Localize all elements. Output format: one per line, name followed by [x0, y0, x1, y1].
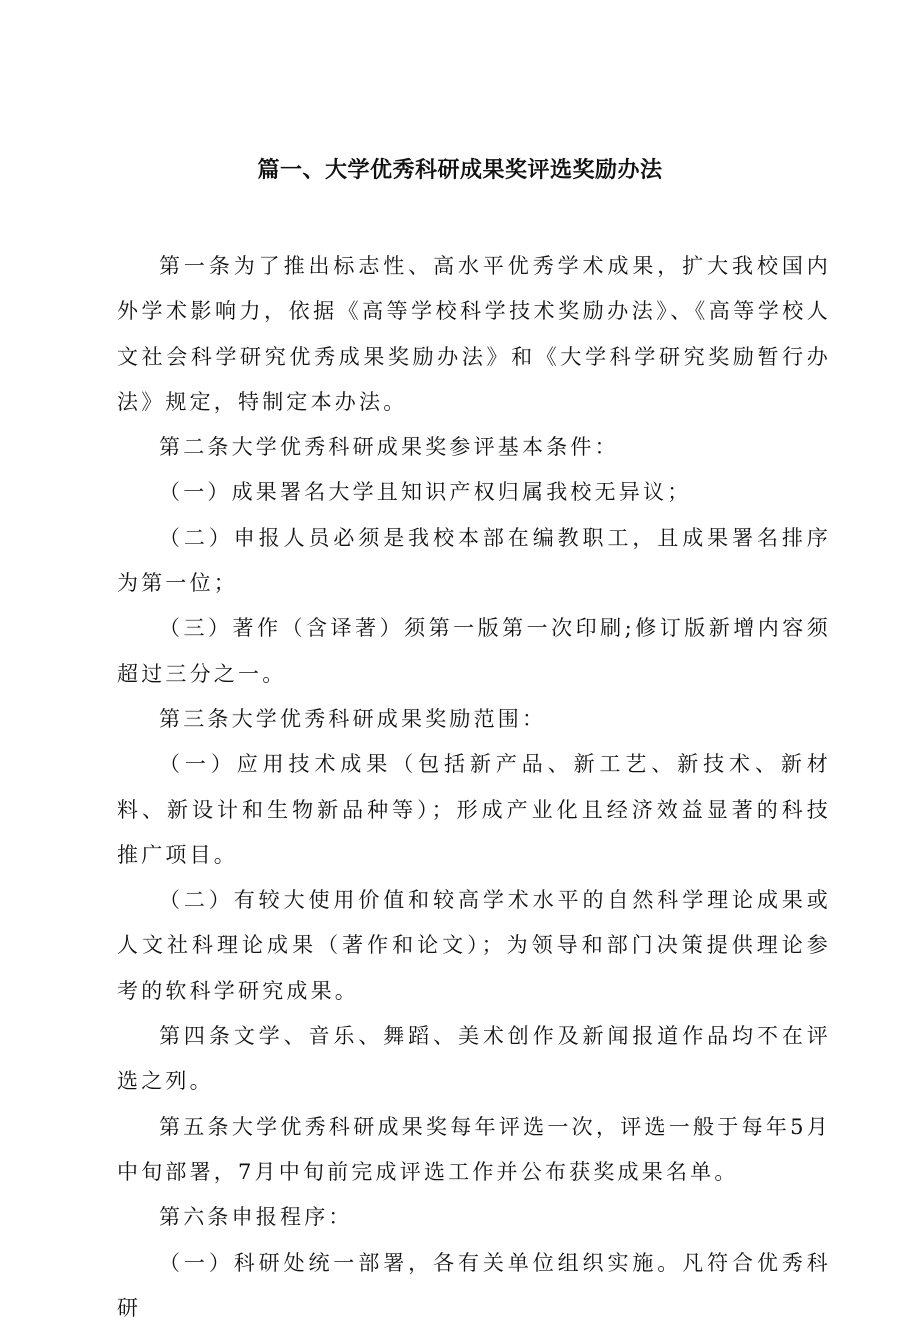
document-title: 篇一、大学优秀科研成果奖评选奖励办法 — [257, 158, 663, 183]
article-4-paragraph: 第四条文学、音乐、舞蹈、美术创作及新闻报道作品均不在评选之列。 — [117, 1024, 831, 1094]
article-3-item-2: （二）有较大使用价值和较高学术水平的自然科学理论成果或人文社科理论成果（著作和论文）；为领导和部门决策提供理论参考的软科学研究成果。 — [117, 888, 831, 1003]
article-3-paragraph: 第三条大学优秀科研成果奖励范围： — [159, 706, 547, 731]
article-2-paragraph: 第二条大学优秀科研成果奖参评基本条件： — [159, 435, 619, 460]
article-6-paragraph: 第六条申报程序： — [159, 1205, 353, 1230]
article-1-paragraph: 第一条为了推出标志性、高水平优秀学术成果，扩大我校国内外学术影响力，依据《高等学校科学技术奖励办法》、《高等学校人文社会科学研究优秀成果奖励办法》和《大学科学研究奖励暂行办法》规定，特制定本办法。 — [117, 254, 831, 414]
document-body — [117, 244, 831, 1331]
article-6-item-1: （一）科研处统一部署，各有关单位组织实施。凡符合优秀科研 — [117, 1250, 831, 1320]
article-5-paragraph: 第五条大学优秀科研成果奖每年评选一次，评选一般于每年5月中旬部署，7月中旬前完成评选工作并公布获奖成果名单。 — [117, 1114, 831, 1184]
article-2-item-1: （一）成果署名大学且知识产权归属我校无异议； — [159, 480, 692, 505]
article-2-item-3: （三）著作（含译著）须第一版第一次印刷;修订版新增内容须超过三分之一。 — [117, 616, 831, 686]
article-3-item-1: （一）应用技术成果（包括新产品、新工艺、新技术、新材料、新设计和生物新品种等）；形成产业化且经济效益显著的科技推广项目。 — [117, 752, 831, 867]
article-2-item-2: （二）申报人员必须是我校本部在编教职工，且成果署名排序为第一位； — [117, 525, 831, 596]
